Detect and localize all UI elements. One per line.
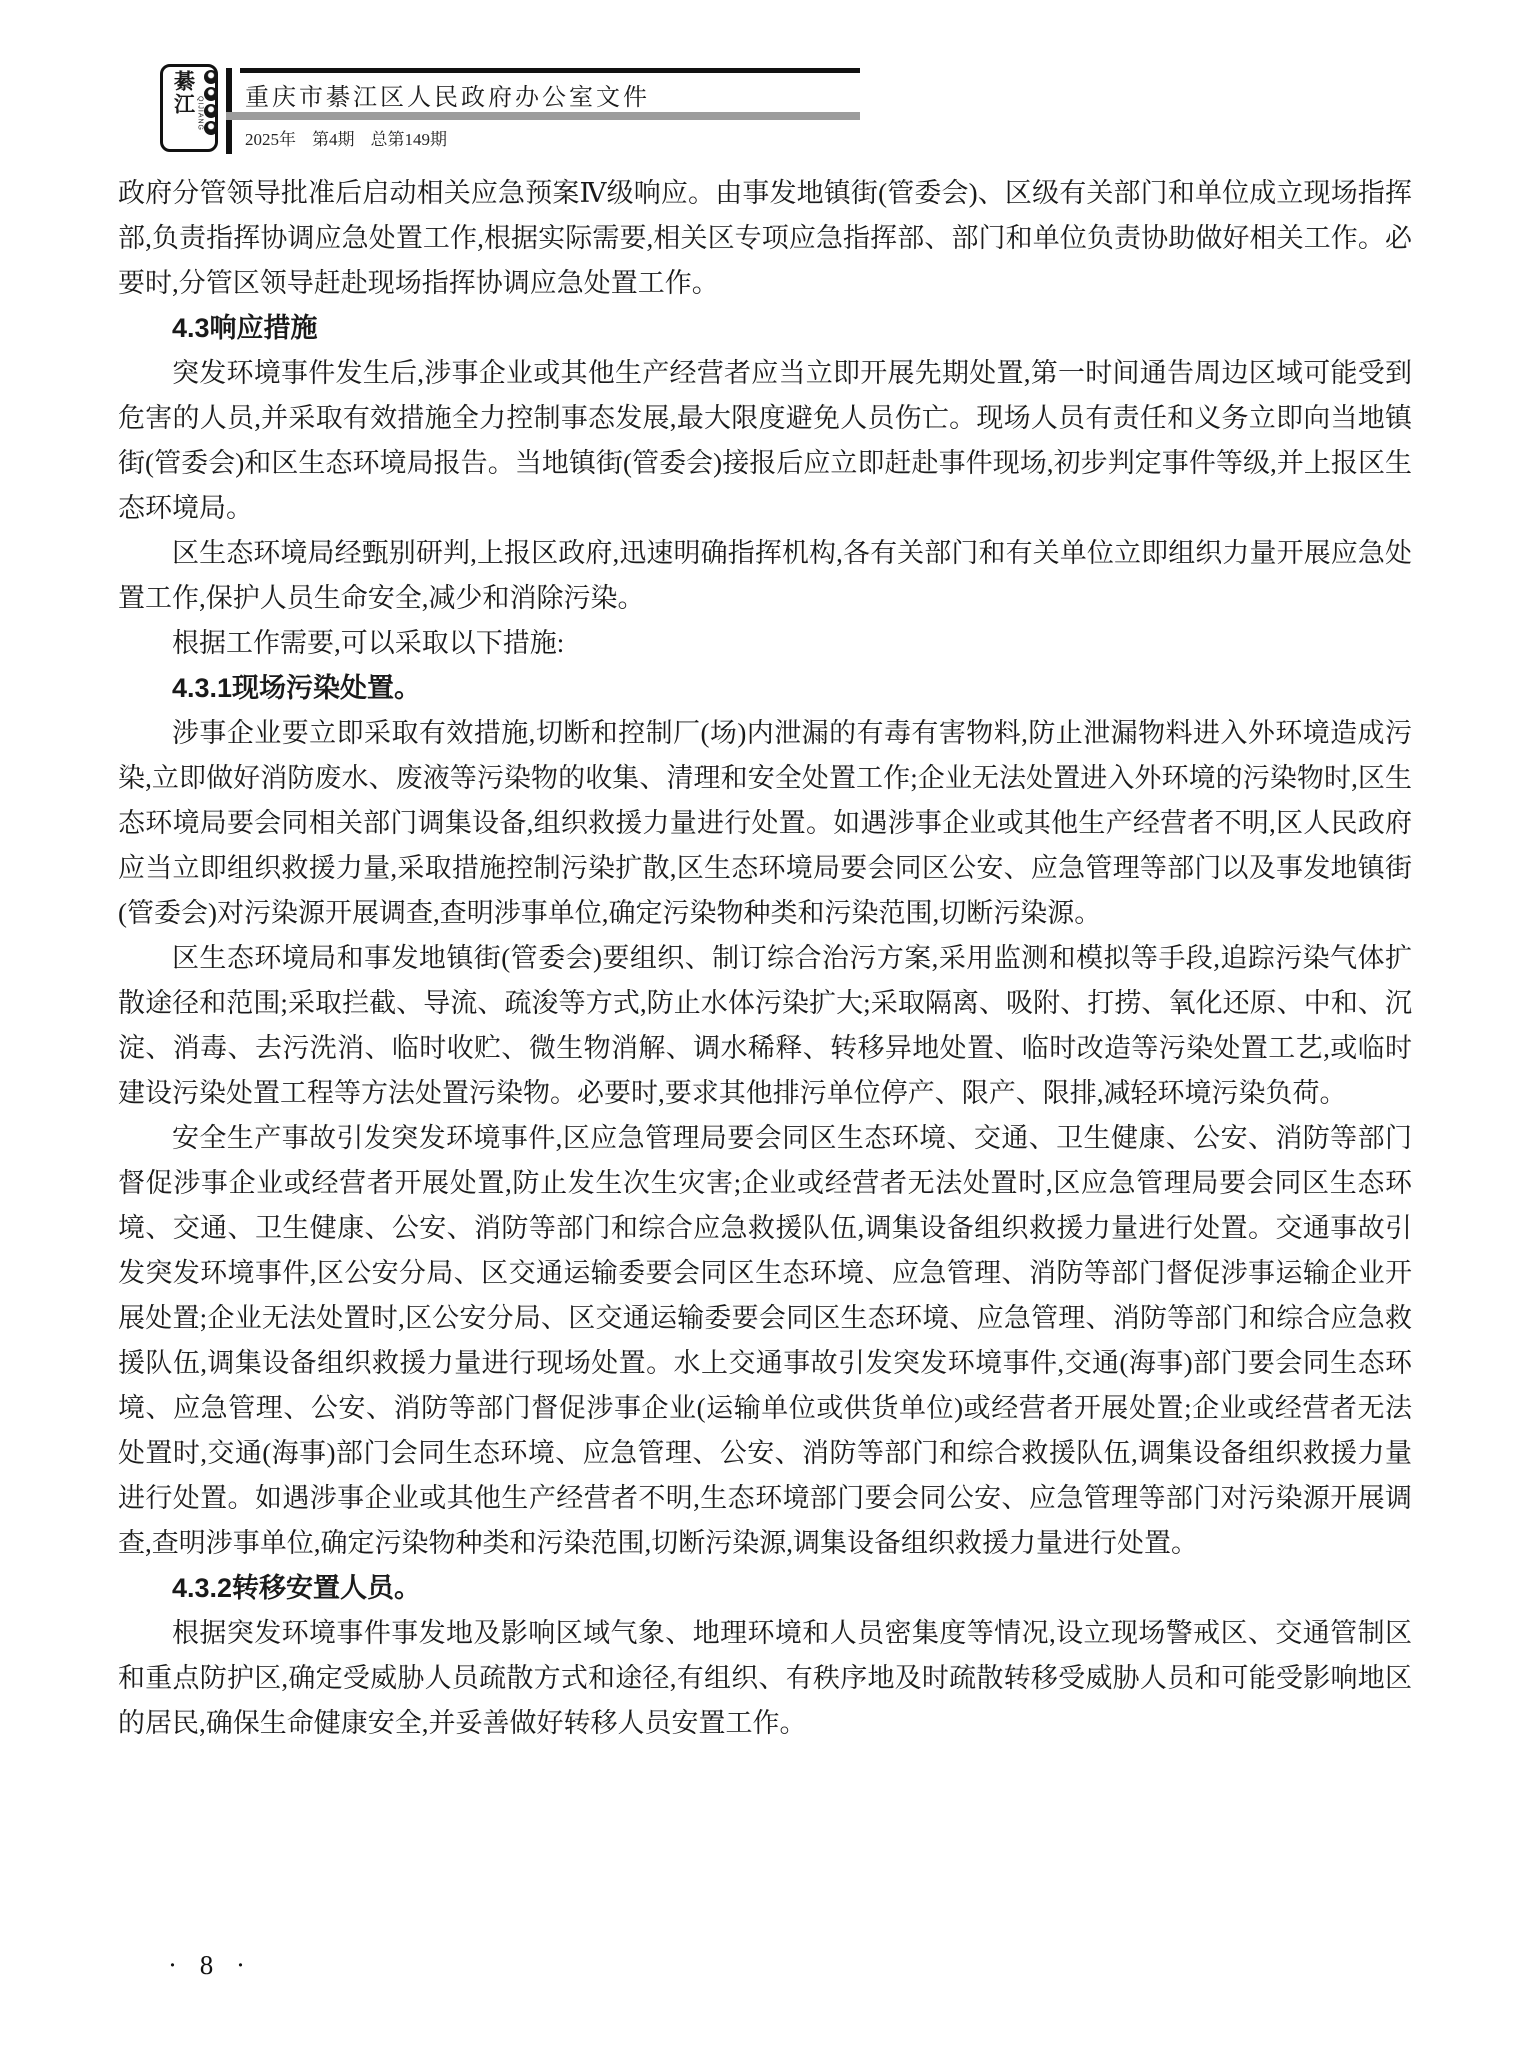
header-rule-accent xyxy=(226,112,860,120)
paragraph: 突发环境事件发生后,涉事企业或其他生产经营者应当立即开展先期处置,第一时间通告周边区域可能受到危害的人员,并采取有效措施全力控制事态发展,最大限度避免人员伤亡。现场人员有责任和义务立即向当地镇街(管委会)和区生态环境局报告。当地镇街(管委会)接报后应立即赶赴事件现场,初步判定事件等级,并上报区生态环境局。 xyxy=(118,358,1412,523)
issue-year: 2025年 xyxy=(245,130,296,149)
paragraph: 根据突发环境事件事发地及影响区域气象、地理环境和人员密集度等情况,设立现场警戒区、交通管制区和重点防护区,确定受威胁人员疏散方式和途径,有组织、有秩序地及时疏散转移受威胁人员和可能受影响地区的居民,确保生命健康安全,并妥善做好转移人员安置工作。 xyxy=(118,1618,1412,1738)
paragraph: 区生态环境局经甄别研判,上报区政府,迅速明确指挥机构,各有关部门和有关单位立即组织力量开展应急处置工作,保护人员生命安全,减少和消除污染。 xyxy=(118,538,1412,613)
seal-icon xyxy=(204,70,218,84)
qijiang-logo xyxy=(160,64,218,152)
paragraph: 根据工作需要,可以采取以下措施: xyxy=(172,628,565,658)
seal-icon xyxy=(204,87,218,101)
seal-icon xyxy=(204,104,218,118)
document-title: 重庆市綦江区人民政府办公室文件 xyxy=(245,85,650,111)
title-separator-bar xyxy=(226,68,232,154)
issue-number: 第4期 xyxy=(312,130,355,149)
paragraph: 区生态环境局和事发地镇街(管委会)要组织、制订综合治污方案,采用监测和模拟等手段,追踪污染气体扩散途径和范围;采取拦截、导流、疏浚等方式,防止水体污染扩大;采取隔离、吸附、打捞、氧化还原、中和、沉淀、消毒、去污洗消、临时收贮、微生物消解、调水稀释、转移异地处置、临时改造等污染处置工艺,或临时建设污染处置工程等方法处置污染物。必要时,要求其他排污单位停产、限产、限排,减轻环境污染负荷。 xyxy=(118,943,1412,1108)
logo-left xyxy=(167,70,204,146)
section-heading: 4.3.2转移安置人员。 xyxy=(172,1573,422,1603)
paragraph: 政府分管领导批准后启动相关应急预案Ⅳ级响应。由事发地镇街(管委会)、区级有关部门和单位成立现场指挥部,负责指挥协调应急处置工作,根据实际需要,相关区专项应急指挥部、部门和单位负责协助做好相关工作。必要时,分管区领导赶赴现场指挥协调应急处置工作。 xyxy=(118,178,1412,298)
paragraph: 安全生产事故引发突发环境事件,区应急管理局要会同区生态环境、交通、卫生健康、公安、消防等部门督促涉事企业或经营者开展处置,防止发生次生灾害;企业或经营者无法处置时,区应急管理局要会同区生态环境、交通、卫生健康、公安、消防等部门和综合应急救援队伍,调集设备组织救援力量进行处置。交通事故引发突发环境事件,区公安分局、区交通运输委要会同区生态环境、应急管理、消防等部门督促涉事运输企业开展处置;企业无法处置时,区公安分局、区交通运输委要会同区生态环境、应急管理、消防等部门和综合应急救援队伍,调集设备组织救援力量进行现场处置。水上交通事故引发突发环境事件,交通(海事)部门要会同生态环境、应急管理、公安、消防等部门督促涉事企业(运输单位或供货单位)或经营者开展处置;企业或经营者无法处置时,交通(海事)部门会同生态环境、应急管理、公安、消防等部门和综合救援队伍,调集设备组织救援力量进行处置。如遇涉事企业或其他生产经营者不明,生态环境部门要会同公安、应急管理等部门对污染源开展调查,查明涉事单位,确定污染物种类和污染范围,切断污染源,调集设备组织救援力量进行处置。 xyxy=(118,1123,1412,1558)
logo-name-text: 綦江 xyxy=(171,70,196,116)
paragraph: 涉事企业要立即采取有效措施,切断和控制厂(场)内泄漏的有毒有害物料,防止泄漏物料进入外环境造成污染,立即做好消防废水、废液等污染物的收集、清理和安全处置工作;企业无法处置进入外环境的污染物时,区生态环境局要会同相关部门调集设备,组织救援力量进行处置。如遇涉事企业或其他生产经营者不明,区人民政府应当立即组织救援力量,采取措施控制污染扩散,区生态环境局要会同区公安、应急管理等部门以及事发地镇街(管委会)对污染源开展调查,查明涉事单位,确定污染物种类和污染范围,切断污染源。 xyxy=(118,718,1412,928)
logo-romanized-text: QIJIANG xyxy=(196,96,204,132)
page-number: · 8 · xyxy=(168,1950,248,1980)
header-rule-top xyxy=(240,68,860,73)
section-heading: 4.3.1现场污染处置。 xyxy=(172,673,422,703)
seal-icon xyxy=(204,121,218,135)
document-body xyxy=(118,171,1412,1746)
section-heading: 4.3响应措施 xyxy=(172,313,318,343)
issue-info xyxy=(245,125,447,150)
issue-total: 总第149期 xyxy=(370,130,447,149)
logo-seal-column xyxy=(204,70,218,146)
